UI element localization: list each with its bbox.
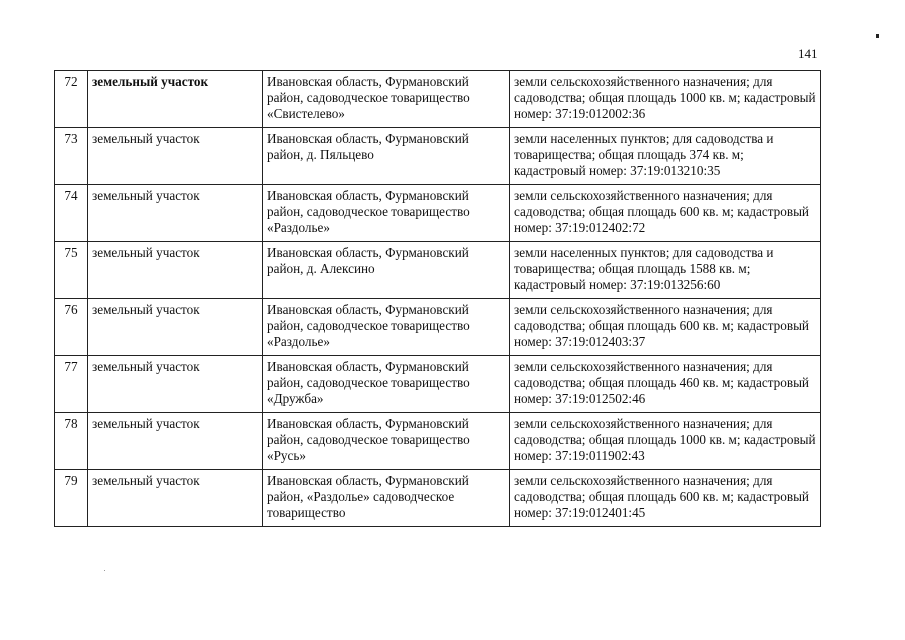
object-type: земельный участок [88,356,263,413]
row-number: 79 [55,470,88,527]
object-location: Ивановская область, Фурмановский район, садоводческое товарищество «Дружба» [263,356,510,413]
scan-speck [104,570,105,571]
object-type: земельный участок [88,413,263,470]
scan-mark [876,34,879,38]
object-location: Ивановская область, Фурмановский район, садоводческое товарищество «Раздолье» [263,299,510,356]
row-number: 73 [55,128,88,185]
table-row [55,71,821,128]
table-row [55,470,821,527]
object-type: земельный участок [88,242,263,299]
row-number: 78 [55,413,88,470]
table-row [55,356,821,413]
object-location: Ивановская область, Фурмановский район, садоводческое товарищество «Раздолье» [263,185,510,242]
object-type: земельный участок [88,185,263,242]
row-number: 75 [55,242,88,299]
object-type: земельный участок [88,299,263,356]
object-location: Ивановская область, Фурмановский район, д. Алексино [263,242,510,299]
object-description: земли сельскохозяйственного назначения; для садоводства; общая площадь 600 кв. м; кадастровый номер: 37:19:012403:37 [510,299,821,356]
object-location: Ивановская область, Фурмановский район, «Раздолье» садоводческое товарищество [263,470,510,527]
property-table [54,70,821,527]
object-location: Ивановская область, Фурмановский район, садоводческое товарищество «Свистелево» [263,71,510,128]
object-location: Ивановская область, Фурмановский район, садоводческое товарищество «Русь» [263,413,510,470]
object-type: земельный участок [88,128,263,185]
object-location: Ивановская область, Фурмановский район, д. Пяльцево [263,128,510,185]
object-description: земли сельскохозяйственного назначения; для садоводства; общая площадь 1000 кв. м; кадастровый номер: 37:19:011902:43 [510,413,821,470]
object-description: земли сельскохозяйственного назначения; для садоводства; общая площадь 460 кв. м; кадастровый номер: 37:19:012502:46 [510,356,821,413]
row-number: 77 [55,356,88,413]
object-description: земли сельскохозяйственного назначения; для садоводства; общая площадь 600 кв. м; кадастровый номер: 37:19:012402:72 [510,185,821,242]
row-number: 74 [55,185,88,242]
table-row [55,185,821,242]
object-type: земельный участок [88,71,263,128]
table-row [55,128,821,185]
object-description: земли сельскохозяйственного назначения; для садоводства; общая площадь 600 кв. м; кадастровый номер: 37:19:012401:45 [510,470,821,527]
object-description: земли населенных пунктов; для садоводства и товарищества; общая площадь 374 кв. м; кадастровый номер: 37:19:013210:35 [510,128,821,185]
object-description: земли населенных пунктов; для садоводства и товарищества; общая площадь 1588 кв. м; кадастровый номер: 37:19:013256:60 [510,242,821,299]
table-row [55,413,821,470]
object-type: земельный участок [88,470,263,527]
table-row [55,299,821,356]
object-description: земли сельскохозяйственного назначения; для садоводства; общая площадь 1000 кв. м; кадастровый номер: 37:19:012002:36 [510,71,821,128]
table-row [55,242,821,299]
page-number: 141 [798,46,818,61]
row-number: 72 [55,71,88,128]
row-number: 76 [55,299,88,356]
